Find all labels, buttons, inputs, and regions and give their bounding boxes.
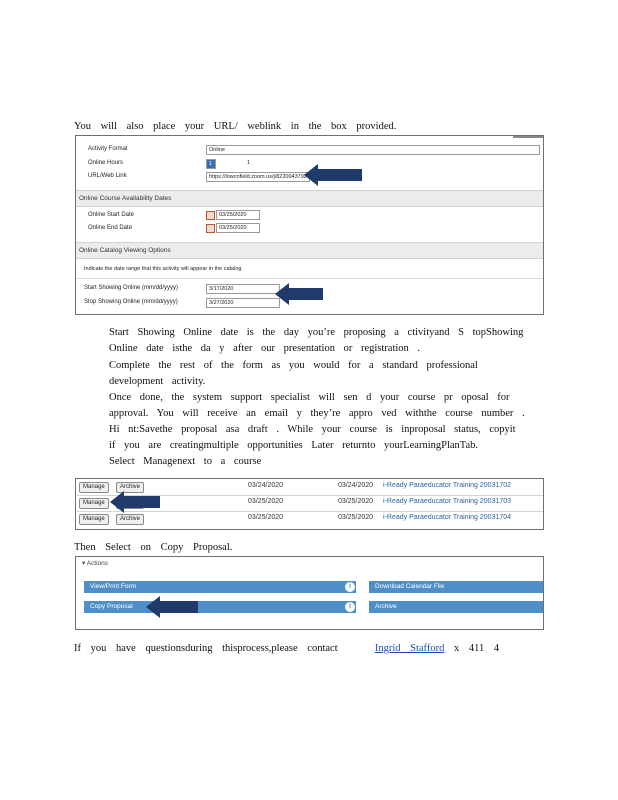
course-link[interactable]: i-Ready Paraeducator Training 20031702 (383, 482, 512, 489)
online-minutes-input[interactable]: 1 (216, 159, 252, 167)
start-date-input[interactable]: 03/25/2020 (216, 210, 260, 220)
intro-text: You will also place your URL/ weblink in the box provided. (74, 121, 397, 132)
copy-proposal-button[interactable]: Copy Proposal (84, 601, 356, 613)
online-hours-input[interactable]: 1 (206, 159, 216, 169)
manage-button[interactable]: Manage (79, 514, 109, 525)
end-date: 03/24/2020 (338, 482, 374, 489)
then-select-text: Then Select on Copy Proposal. (74, 542, 233, 553)
bullet-1-line-1: Start Showing Online date is the day you’re proposing a ctivityand S topShowing (109, 327, 524, 338)
end-date: 03/25/2020 (338, 498, 374, 505)
start-date: 03/24/2020 (248, 482, 284, 489)
start-showing-label: Start Showing Online (mm/dd/yyyy) (84, 285, 179, 291)
contact-text: If you have questionsduring thisprocess,please contact (74, 643, 338, 654)
bullet-4-line-3: Select Managenext to a course (109, 456, 262, 467)
catalog-note: Indicate the date range that this activity will appear in the catalog (84, 266, 242, 272)
divider (76, 278, 543, 279)
actions-header-label: Actions (86, 560, 109, 567)
bullet-1-line-2: Online date isthe da y after our presentation or registration . (109, 343, 421, 354)
bullet-2-line-2: development activity. (109, 376, 206, 387)
bullet-3-line-2: approval. You will receive an email y they’re appro ved withthe course number . (109, 408, 525, 419)
start-date: 03/25/2020 (248, 498, 284, 505)
activity-format-select[interactable]: Online (206, 145, 540, 155)
course-link[interactable]: i-Ready Paraeducator Training 20031703 (383, 498, 512, 505)
archive-button[interactable]: Archive (116, 514, 144, 525)
arrow-start-showing (275, 283, 323, 305)
view-print-form-button[interactable]: View/Print Form (84, 581, 356, 593)
manage-screenshot (75, 478, 544, 530)
start-date: 03/25/2020 (248, 514, 284, 521)
section-catalog: Online Catalog Viewing Options (76, 242, 543, 259)
start-showing-input[interactable]: 3/17/2020 (206, 284, 280, 294)
arrow-manage (110, 491, 160, 513)
form-screenshot (75, 135, 544, 315)
arrow-url (304, 164, 362, 186)
arrow-copy-proposal (146, 596, 198, 618)
calendar-icon[interactable] (206, 224, 215, 233)
bullet-2-line-1: Complete the rest of the form as you would for a standard professional (109, 360, 478, 371)
info-icon[interactable]: i (345, 602, 355, 612)
bullet-4-line-2: if you are creatingmultiple opportunities Later returnto yourLearningPlanTab. (109, 440, 478, 451)
end-date-input[interactable]: 03/25/2020 (216, 223, 260, 233)
collapse-icon[interactable]: ▾ (82, 560, 87, 567)
download-calendar-button[interactable]: Download Calendar File (369, 581, 543, 593)
info-icon[interactable]: i (345, 582, 355, 592)
activity-format-label: Activity Format (88, 146, 128, 152)
section-availability: Online Course Availability Dates (76, 190, 543, 207)
actions-header (82, 559, 108, 567)
end-date-label: Online End Date (88, 225, 133, 231)
start-date-label: Online Start Date (88, 212, 135, 218)
course-link[interactable]: i-Ready Paraeducator Training 20031704 (383, 514, 512, 521)
url-weblink-label: URL/Web Link (88, 173, 127, 179)
end-date: 03/25/2020 (338, 514, 374, 521)
table-row (76, 511, 543, 527)
bullet-3-line-1: Once done, the system support specialist will sen d your course pr oposal for (109, 392, 510, 403)
contact-name-link[interactable]: Ingrid Stafford (374, 643, 445, 654)
actions-screenshot (75, 556, 544, 630)
stop-showing-input[interactable]: 3/27/2020 (206, 298, 280, 308)
manage-button[interactable]: Manage (79, 498, 109, 509)
archive-action-button[interactable]: Archive (369, 601, 543, 613)
manage-button[interactable]: Manage (79, 482, 109, 493)
contact-line (74, 642, 499, 656)
corner-mark (513, 136, 543, 138)
url-weblink-input[interactable]: https://lowcnfield.zoom.us/j/8220043792 (206, 172, 310, 182)
stop-showing-label: Stop Showing Online (mm/dd/yyyy) (84, 299, 178, 305)
calendar-icon[interactable] (206, 211, 215, 220)
bullet-4-line-1: Hi nt:Savethe proposal asa draft . While your course is inproposal status, copyit (109, 424, 516, 435)
contact-extension: x 411 4 (454, 643, 500, 654)
archive-button[interactable]: Archive (116, 482, 144, 493)
online-hours-label: Online Hours (88, 160, 124, 166)
